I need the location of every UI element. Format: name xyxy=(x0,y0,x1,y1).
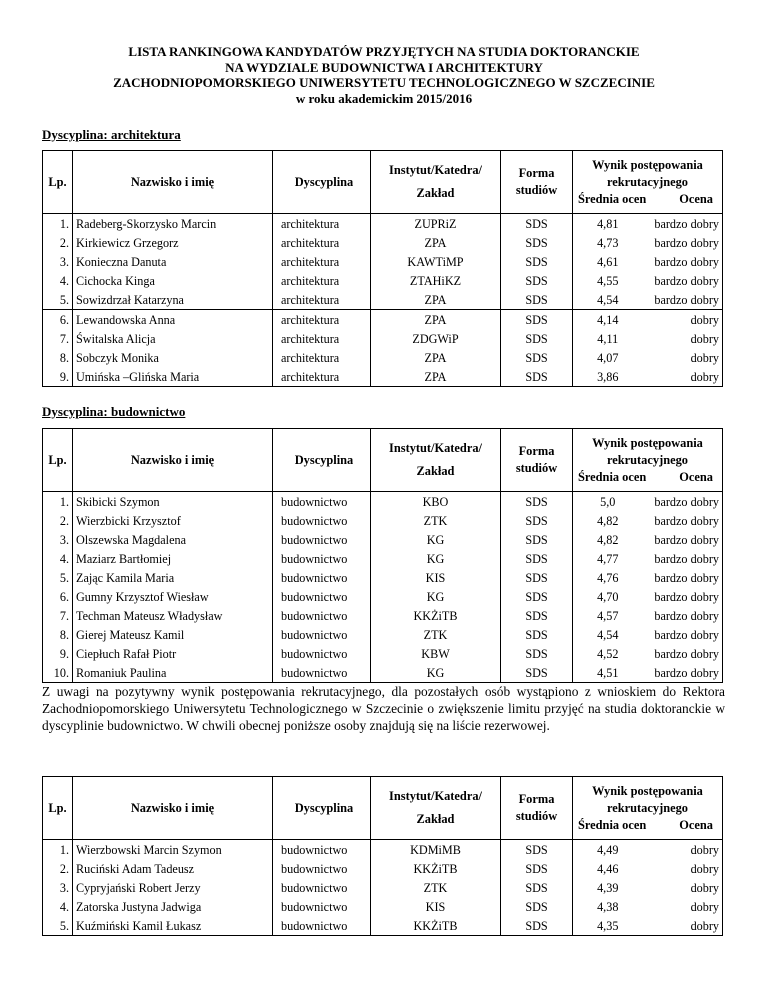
row-average: 4,46 xyxy=(597,861,619,876)
header-form-line1: Forma xyxy=(518,792,555,806)
header-form-line1: Forma xyxy=(518,166,555,180)
row-discipline: budownictwo xyxy=(273,859,371,878)
section-label-budownictwo: Dyscyplina: budownictwo xyxy=(42,404,186,419)
header-result xyxy=(573,151,723,214)
row-institute: KKŻiTB xyxy=(371,916,501,936)
header-result-line2: rekrutacyjnego xyxy=(607,800,688,815)
row-lp: 1. xyxy=(43,840,73,860)
row-form: SDS xyxy=(501,348,573,367)
reserve-list-note: Z uwagi na pozytywny wynik postępowania rekrutacyjnego, dla pozostałych osób wystąpiono z wnioskiem do Rektora Zachodniopomorskiego Uniwersytetu Technologicznego w Szczecinie o zwiększenie limitu przyjęć na studia doktoranckie w dyscyplinie budownictwo. W chwili obecnej poniższe osoby znajdują się na liście rezerwowej. xyxy=(42,684,725,733)
header-name: Nazwisko i imię xyxy=(73,429,273,492)
row-discipline: budownictwo xyxy=(273,568,371,587)
row-lp: 5. xyxy=(43,568,73,587)
row-name: Cypryjański Robert Jerzy xyxy=(73,878,273,897)
row-grade: bardzo dobry xyxy=(643,271,723,290)
ranking-table-architektura xyxy=(42,150,723,387)
header-lp: Lp. xyxy=(43,429,73,492)
row-form: SDS xyxy=(501,329,573,348)
row-lp: 6. xyxy=(43,310,73,330)
header-institute-line1: Instytut/Katedra/ xyxy=(389,441,482,455)
row-average: 4,54 xyxy=(597,627,619,642)
row-average: 4,82 xyxy=(597,513,619,528)
row-lp: 2. xyxy=(43,511,73,530)
section-label-architektura: Dyscyplina: architektura xyxy=(42,127,181,142)
row-name: Zatorska Justyna Jadwiga xyxy=(73,897,273,916)
row-lp: 4. xyxy=(43,549,73,568)
row-grade: bardzo dobry xyxy=(643,568,723,587)
header-institute-line2: Zakład xyxy=(416,812,455,826)
row-name: Radeberg-Skorzysko Marcin xyxy=(73,214,273,234)
header-result-subheaders xyxy=(576,191,719,208)
row-institute: KAWTiMP xyxy=(371,252,501,271)
row-institute: KBO xyxy=(371,492,501,512)
table-row xyxy=(43,530,723,549)
row-discipline: budownictwo xyxy=(273,587,371,606)
row-lp: 4. xyxy=(43,271,73,290)
row-lp: 9. xyxy=(43,644,73,663)
row-form: SDS xyxy=(501,252,573,271)
row-grade: bardzo dobry xyxy=(643,252,723,271)
table-row xyxy=(43,606,723,625)
row-average: 4,14 xyxy=(573,310,643,330)
title-line: ZACHODNIOPOMORSKIEGO UNIWERSYTETU TECHNOLOGICZNEGO W SZCZECINIE xyxy=(113,75,655,90)
row-discipline: architektura xyxy=(273,367,371,387)
row-average: 4,39 xyxy=(597,880,619,895)
title-line: w roku akademickim 2015/2016 xyxy=(295,90,473,106)
header-institute xyxy=(371,777,501,840)
row-institute: KKŻiTB xyxy=(371,859,501,878)
row-institute: ZTK xyxy=(371,511,501,530)
row-grade: bardzo dobry xyxy=(643,290,723,310)
row-lp: 2. xyxy=(43,859,73,878)
row-name: Lewandowska Anna xyxy=(73,310,273,330)
row-average: 4,51 xyxy=(573,663,643,683)
row-institute: ZPA xyxy=(371,290,501,310)
row-name: Zając Kamila Maria xyxy=(73,568,273,587)
row-institute: KIS xyxy=(371,568,501,587)
row-grade: dobry xyxy=(643,329,723,348)
row-name: Skibicki Szymon xyxy=(73,492,273,512)
table-row xyxy=(43,290,723,310)
row-discipline: budownictwo xyxy=(273,663,371,683)
header-name: Nazwisko i imię xyxy=(73,777,273,840)
row-grade: dobry xyxy=(643,367,723,387)
table-row xyxy=(43,625,723,644)
row-form: SDS xyxy=(501,878,573,897)
table-row xyxy=(43,549,723,568)
table-row xyxy=(43,587,723,606)
header-name: Nazwisko i imię xyxy=(73,151,273,214)
row-lp: 3. xyxy=(43,252,73,271)
row-lp: 1. xyxy=(43,492,73,512)
row-average: 4,82 xyxy=(597,532,619,547)
row-discipline: architektura xyxy=(273,329,371,348)
row-average: 4,54 xyxy=(597,292,619,307)
row-average: 4,07 xyxy=(597,350,619,365)
table-header-row xyxy=(43,777,723,840)
ranking-table-budownictwo xyxy=(42,428,723,683)
row-discipline: budownictwo xyxy=(273,606,371,625)
row-grade: bardzo dobry xyxy=(643,492,723,512)
header-average: Średnia ocen xyxy=(578,469,647,484)
header-institute-line2: Zakład xyxy=(416,464,455,478)
row-form: SDS xyxy=(501,916,573,936)
table-header-row xyxy=(43,429,723,492)
row-lp: 10. xyxy=(43,663,73,683)
row-discipline: budownictwo xyxy=(273,549,371,568)
table-row xyxy=(43,511,723,530)
row-form: SDS xyxy=(501,897,573,916)
table-row xyxy=(43,859,723,878)
row-institute: ZPA xyxy=(371,348,501,367)
row-grade: bardzo dobry xyxy=(643,606,723,625)
row-institute: ZDGWiP xyxy=(371,329,501,348)
table-row xyxy=(43,878,723,897)
header-grade: Ocena xyxy=(679,191,713,206)
header-result xyxy=(573,429,723,492)
header-form-line2: studiów xyxy=(515,461,558,475)
row-grade: bardzo dobry xyxy=(643,549,723,568)
row-name: Cichocka Kinga xyxy=(73,271,273,290)
row-average: 4,38 xyxy=(597,899,619,914)
row-name: Ciepłuch Rafał Piotr xyxy=(73,644,273,663)
row-institute: KKŻiTB xyxy=(371,606,501,625)
table-row xyxy=(43,663,723,683)
table-row xyxy=(43,271,723,290)
row-grade: bardzo dobry xyxy=(643,530,723,549)
row-discipline: architektura xyxy=(273,271,371,290)
header-form-line2: studiów xyxy=(515,809,558,823)
header-discipline: Dyscyplina xyxy=(273,151,371,214)
header-result-subheaders xyxy=(576,469,719,486)
header-lp: Lp. xyxy=(43,151,73,214)
row-lp: 2. xyxy=(43,233,73,252)
row-institute: KDMiMB xyxy=(371,840,501,860)
row-average: 4,35 xyxy=(573,916,643,936)
row-grade: dobry xyxy=(643,878,723,897)
row-institute: KG xyxy=(371,530,501,549)
header-institute-line1: Instytut/Katedra/ xyxy=(389,789,482,803)
row-grade: dobry xyxy=(643,916,723,936)
row-discipline: budownictwo xyxy=(273,492,371,512)
row-grade: bardzo dobry xyxy=(643,663,723,683)
row-discipline: budownictwo xyxy=(273,916,371,936)
ranking-table-reserve xyxy=(42,776,723,936)
row-name: Ruciński Adam Tadeusz xyxy=(73,859,273,878)
row-discipline: budownictwo xyxy=(273,530,371,549)
row-grade: dobry xyxy=(643,859,723,878)
row-average: 4,49 xyxy=(597,842,619,857)
row-institute: ZPA xyxy=(371,233,501,252)
row-form: SDS xyxy=(501,271,573,290)
row-grade: dobry xyxy=(643,348,723,367)
row-discipline: budownictwo xyxy=(273,511,371,530)
document-title xyxy=(0,44,768,106)
row-grade: bardzo dobry xyxy=(643,214,723,234)
row-average: 4,61 xyxy=(597,254,619,269)
row-lp: 5. xyxy=(43,916,73,936)
row-form: SDS xyxy=(501,859,573,878)
row-form: SDS xyxy=(501,840,573,860)
row-form: SDS xyxy=(501,549,573,568)
row-discipline: architektura xyxy=(273,310,371,330)
table-row xyxy=(43,233,723,252)
row-lp: 6. xyxy=(43,587,73,606)
row-form: SDS xyxy=(501,233,573,252)
row-discipline: architektura xyxy=(273,214,371,234)
header-average: Średnia ocen xyxy=(578,191,647,206)
row-form: SDS xyxy=(501,214,573,234)
row-lp: 7. xyxy=(43,329,73,348)
row-discipline: architektura xyxy=(273,290,371,310)
header-result-line1: Wynik postępowania xyxy=(592,783,703,798)
row-average: 3,86 xyxy=(573,367,643,387)
row-form: SDS xyxy=(501,511,573,530)
row-grade: bardzo dobry xyxy=(643,233,723,252)
row-discipline: architektura xyxy=(273,233,371,252)
row-name: Olszewska Magdalena xyxy=(73,530,273,549)
header-institute xyxy=(371,429,501,492)
row-form: SDS xyxy=(501,367,573,387)
row-lp: 3. xyxy=(43,878,73,897)
table-row xyxy=(43,644,723,663)
row-average: 4,52 xyxy=(597,646,619,661)
row-name: Romaniuk Paulina xyxy=(73,663,273,683)
row-discipline: architektura xyxy=(273,348,371,367)
row-institute: KBW xyxy=(371,644,501,663)
row-average: 4,70 xyxy=(597,589,619,604)
header-discipline: Dyscyplina xyxy=(273,429,371,492)
row-grade: bardzo dobry xyxy=(643,644,723,663)
header-result-line2: rekrutacyjnego xyxy=(607,452,688,467)
table-row xyxy=(43,214,723,234)
row-lp: 8. xyxy=(43,348,73,367)
row-form: SDS xyxy=(501,644,573,663)
row-form: SDS xyxy=(501,625,573,644)
header-result-subheaders xyxy=(576,817,719,834)
table-row xyxy=(43,329,723,348)
row-form: SDS xyxy=(501,606,573,625)
table-row xyxy=(43,840,723,860)
row-lp: 3. xyxy=(43,530,73,549)
title-line: NA WYDZIALE BUDOWNICTWA I ARCHITEKTURY xyxy=(225,59,543,75)
header-institute xyxy=(371,151,501,214)
table-row xyxy=(43,916,723,936)
row-grade: bardzo dobry xyxy=(643,625,723,644)
header-form-line2: studiów xyxy=(515,183,558,197)
row-grade: dobry xyxy=(643,310,723,330)
table-row xyxy=(43,367,723,387)
row-form: SDS xyxy=(501,663,573,683)
row-form: SDS xyxy=(501,492,573,512)
row-name: Umińska –Glińska Maria xyxy=(73,367,273,387)
header-form xyxy=(501,151,573,214)
row-discipline: budownictwo xyxy=(273,840,371,860)
row-average: 4,11 xyxy=(597,331,619,346)
row-institute: KG xyxy=(371,663,501,683)
table-row xyxy=(43,492,723,512)
row-form: SDS xyxy=(501,530,573,549)
row-average: 4,57 xyxy=(597,608,619,623)
row-grade: bardzo dobry xyxy=(643,511,723,530)
row-average: 4,76 xyxy=(597,570,619,585)
table-row xyxy=(43,252,723,271)
header-result-line1: Wynik postępowania xyxy=(592,157,703,172)
row-name: Kuźmiński Kamil Łukasz xyxy=(73,916,273,936)
title-line: LISTA RANKINGOWA KANDYDATÓW PRZYJĘTYCH NA STUDIA DOKTORANCKIE xyxy=(128,44,640,59)
header-result-line1: Wynik postępowania xyxy=(592,435,703,450)
header-form xyxy=(501,777,573,840)
row-name: Maziarz Bartłomiej xyxy=(73,549,273,568)
table-row xyxy=(43,568,723,587)
row-institute: ZTK xyxy=(371,878,501,897)
row-form: SDS xyxy=(501,290,573,310)
row-name: Konieczna Danuta xyxy=(73,252,273,271)
row-institute: ZTK xyxy=(371,625,501,644)
row-name: Sowizdrzał Katarzyna xyxy=(73,290,273,310)
row-form: SDS xyxy=(501,587,573,606)
row-average: 5,0 xyxy=(600,494,616,509)
row-institute: ZTAHiKZ xyxy=(371,271,501,290)
table-header-row xyxy=(43,151,723,214)
header-discipline: Dyscyplina xyxy=(273,777,371,840)
row-lp: 4. xyxy=(43,897,73,916)
row-institute: ZUPRiZ xyxy=(371,214,501,234)
row-institute: ZPA xyxy=(371,310,501,330)
row-grade: dobry xyxy=(643,897,723,916)
row-lp: 9. xyxy=(43,367,73,387)
row-discipline: budownictwo xyxy=(273,644,371,663)
row-discipline: budownictwo xyxy=(273,897,371,916)
row-average: 4,73 xyxy=(597,235,619,250)
row-lp: 5. xyxy=(43,290,73,310)
header-institute-line2: Zakład xyxy=(416,186,455,200)
header-form-line1: Forma xyxy=(518,444,555,458)
header-average: Średnia ocen xyxy=(578,817,647,832)
row-lp: 8. xyxy=(43,625,73,644)
row-average: 4,77 xyxy=(597,551,619,566)
header-form xyxy=(501,429,573,492)
row-discipline: budownictwo xyxy=(273,878,371,897)
header-result-line2: rekrutacyjnego xyxy=(607,174,688,189)
row-name: Gierej Mateusz Kamil xyxy=(73,625,273,644)
row-lp: 7. xyxy=(43,606,73,625)
row-form: SDS xyxy=(501,310,573,330)
row-name: Sobczyk Monika xyxy=(73,348,273,367)
row-name: Gumny Krzysztof Wiesław xyxy=(73,587,273,606)
table-row xyxy=(43,310,723,330)
row-discipline: architektura xyxy=(273,252,371,271)
row-name: Techman Mateusz Władysław xyxy=(73,606,273,625)
header-lp: Lp. xyxy=(43,777,73,840)
row-grade: dobry xyxy=(643,840,723,860)
row-name: Świtalska Alicja xyxy=(73,329,273,348)
row-name: Wierzbicki Krzysztof xyxy=(73,511,273,530)
row-discipline: budownictwo xyxy=(273,625,371,644)
row-institute: KIS xyxy=(371,897,501,916)
header-grade: Ocena xyxy=(679,817,713,832)
row-average: 4,55 xyxy=(597,273,619,288)
header-institute-line1: Instytut/Katedra/ xyxy=(389,163,482,177)
table-row xyxy=(43,348,723,367)
row-institute: KG xyxy=(371,549,501,568)
row-name: Wierzbowski Marcin Szymon xyxy=(73,840,273,860)
row-institute: KG xyxy=(371,587,501,606)
row-institute: ZPA xyxy=(371,367,501,387)
row-lp: 1. xyxy=(43,214,73,234)
header-grade: Ocena xyxy=(679,469,713,484)
row-average: 4,81 xyxy=(597,216,619,231)
table-row xyxy=(43,897,723,916)
header-result xyxy=(573,777,723,840)
row-name: Kirkiewicz Grzegorz xyxy=(73,233,273,252)
row-grade: bardzo dobry xyxy=(643,587,723,606)
row-form: SDS xyxy=(501,568,573,587)
